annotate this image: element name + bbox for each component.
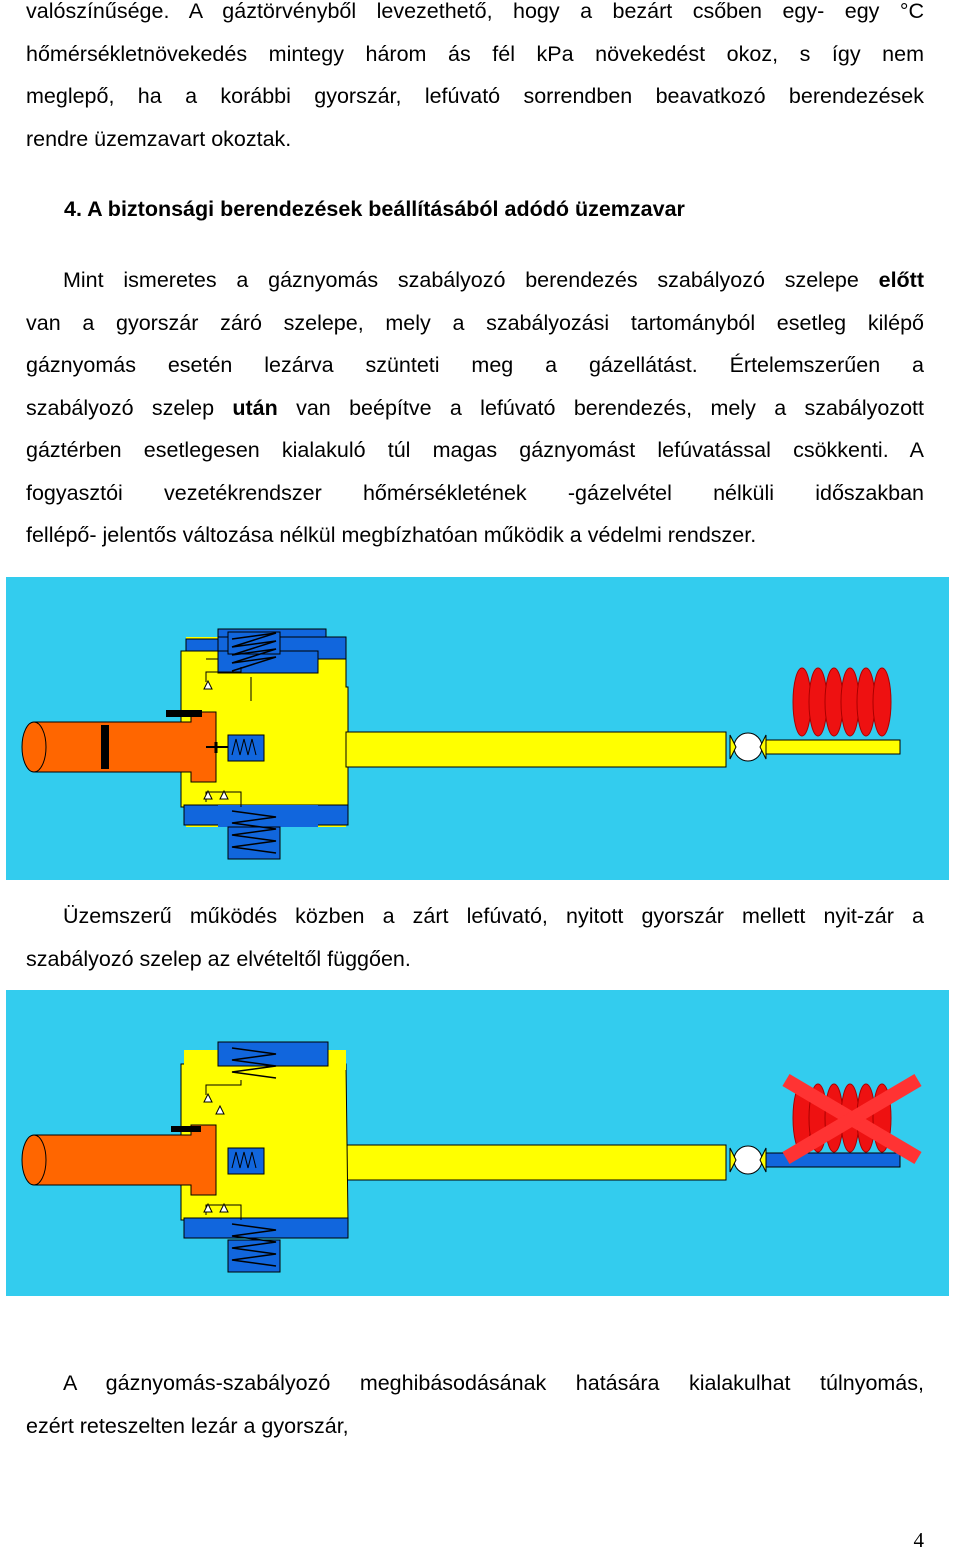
text-line: hőmérsékletnövekedés mintegy három ás fél kPa növekedést okoz, s így nem	[26, 41, 924, 66]
ball-valve-icon	[734, 733, 762, 761]
inlet-pipe	[28, 712, 217, 782]
text-line: A gáznyomás-szabályozó meghibásodásának hatására kialakulhat túlnyomás,	[63, 1371, 924, 1395]
regulator-diagram-2	[6, 990, 949, 1296]
text-line: meglepő, ha a korábbi gyorszár, lefúvató sorrendben beavatkozó berendezések	[26, 84, 924, 108]
text-run: van beépítve a lefúvató berendezés, mely a szabályozott	[277, 395, 924, 420]
intro-paragraph	[26, 0, 924, 160]
shutoff-plate-icon	[101, 725, 109, 769]
burner-tube	[766, 740, 900, 754]
ball-valve-icon	[734, 1146, 762, 1174]
emphasis-before: előtt	[878, 268, 924, 292]
text-line	[26, 387, 924, 430]
text-line: gáztérben esetlegesen kialakuló túl magas gáznyomást lefúvatással csökkenti. A	[26, 438, 924, 462]
paragraph-failure	[26, 1362, 924, 1447]
text-line: ezért reteszelten lezár a gyorszár,	[26, 1413, 349, 1438]
text-line: fellépő- jelentős változása nélkül megbízhatóan működik a védelmi rendszer.	[26, 523, 757, 547]
text-line: rendre üzemzavart okoztak.	[26, 126, 292, 151]
inlet-pipe-end	[22, 1135, 46, 1185]
regulator-diagram-1	[6, 577, 949, 880]
shutoff-disc-icon	[171, 1126, 201, 1132]
diagram-normal-operation	[6, 577, 949, 880]
paragraph-normal	[26, 895, 924, 980]
inlet-pipe	[28, 1125, 217, 1195]
emphasis-after: után	[232, 395, 278, 420]
shutoff-disc-icon	[166, 710, 202, 717]
diagram-shutoff	[6, 990, 949, 1296]
paragraph-settings	[26, 259, 924, 557]
inlet-pipe-end	[22, 722, 46, 772]
page-number: 4	[913, 1528, 924, 1552]
text-line: van a gyorszár záró szelepe, mely a szabályozási tartományból esetleg kilépő	[26, 310, 924, 335]
text-line	[26, 259, 924, 302]
text-line: szabályozó szelep az elvételtől függően.	[26, 946, 411, 971]
text-line: Üzemszerű működés közben a zárt lefúvató, nyitott gyorszár mellett nyit-zár a	[63, 904, 924, 928]
section-heading: 4. A biztonsági berendezések beállításából adódó üzemzavar	[64, 197, 685, 221]
text-line: valószínűsége. A gáztörvényből levezethető, hogy a bezárt csőben egy- egy °C	[26, 0, 924, 23]
text-line: fogyasztói vezetékrendszer hőmérsékletének -gázelvétel nélküli időszakban	[26, 480, 924, 505]
text-line: gáznyomás esetén lezárva szünteti meg a gázellátást. Értelemszerűen a	[26, 353, 924, 377]
text-run: szabályozó szelep	[26, 395, 233, 420]
text-run: Mint ismeretes a gáznyomás szabályozó berendezés szabályozó szelepe	[63, 268, 879, 292]
outlet-pipe-line	[346, 1145, 726, 1180]
outlet-pipe-line	[346, 732, 726, 767]
